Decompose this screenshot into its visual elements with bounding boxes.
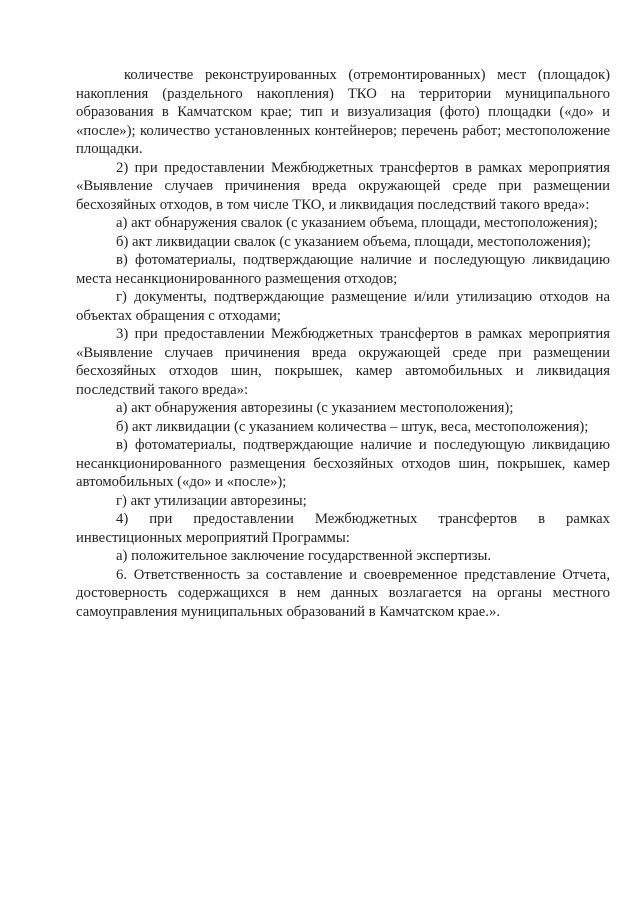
paragraph-item-2b: б) акт ликвидации свалок (с указанием объема, площади, местоположения); [116, 233, 591, 250]
paragraph-item-2: 2) при предоставлении Межбюджетных трансфертов в рамках мероприятия «Выявление случаев причинения вреда окружающей среде при размещении бесхозяйных отходов, в том числе ТКО, и ликвидация последствий такого вреда»: [76, 159, 610, 213]
paragraph-item-3g: г) акт утилизации авторезины; [116, 492, 307, 509]
paragraph-item-4a: а) положительное заключение государственной экспертизы. [116, 548, 492, 564]
paragraph-item-4: 4) при предоставлении Межбюджетных трансфертов в рамках инвестиционных мероприятий Программы: [76, 511, 610, 546]
paragraph-continuation: количестве реконструированных (отремонтированных) мест (площадок) накопления (раздельного накопления) ТКО на территории муниципального образования в Камчатском крае; тип и визуализация (фото) площадки («до» и «после»); количество установленных контейнеров; перечень работ; местоположение площадки. [76, 67, 610, 157]
paragraph-item-2a: а) акт обнаружения свалок (с указанием объема, площади, местоположения); [116, 215, 598, 231]
paragraph-item-2g: г) документы, подтверждающие размещение и/или утилизацию отходов на объектах обращения с отходами; [76, 289, 610, 324]
paragraph-item-3v: в) фотоматериалы, подтверждающие наличие и последующую ликвидацию несанкционированного размещения бесхозяйных отходов шин, покрышек, камер автомобильных («до» и «после»); [76, 437, 610, 490]
paragraph-item-2v: в) фотоматериалы, подтверждающие наличие и последующую ликвидацию места несанкционированного размещения отходов; [76, 252, 610, 287]
paragraph-item-6: 6. Ответственность за составление и своевременное представление Отчета, достоверность содержащихся в нем данных возлагается на органы местного самоуправления муниципальных образований в Камчатском крае.». [76, 566, 610, 620]
paragraph-item-3: 3) при предоставлении Межбюджетных трансфертов в рамках мероприятия «Выявление случаев причинения вреда окружающей среде при размещении бесхозяйных отходов шин, покрышек, камер автомобильных и ликвидация последствий такого вреда»: [76, 326, 610, 398]
document-body [76, 66, 610, 621]
paragraph-item-3a: а) акт обнаружения авторезины (с указанием местоположения); [116, 400, 514, 416]
paragraph-item-3b: б) акт ликвидации (с указанием количества – штук, веса, местоположения); [116, 418, 589, 435]
